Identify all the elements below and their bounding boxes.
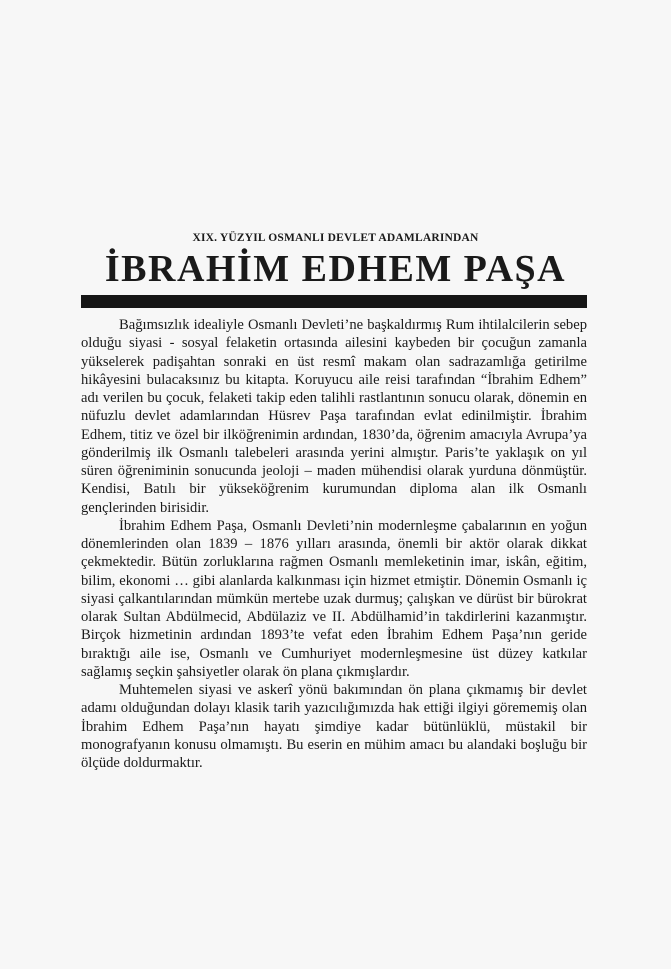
blurb-paragraph-3: Muhtemelen siyasi ve askerî yönü bakımından ön plana çıkmamış bir devlet adamı olduğundan dolayı klasik tarih yazıcılığımızda hak ettiği ilgiyi görememiş olan İbrahim Edhem Paşa’nın hayatı şimdiye kadar bütünlüklü, müstakil bir monografyanın konusu olmamıştı. Bu eserin en mühim amacı bu alandaki boşluğu bir ölçüde doldurmaktır. [81, 682, 587, 771]
blurb-text [81, 316, 587, 772]
series-title: XIX. YÜZYIL OSMANLI DEVLET ADAMLARINDAN [192, 232, 479, 244]
title-underline-bar [81, 295, 587, 308]
blurb-paragraph-2: İbrahim Edhem Paşa, Osmanlı Devleti’nin modernleşme çabalarının en yoğun dönemlerinden olan 1839 – 1876 yılları arasında, önemli bir aktör olarak dikkat çekmektedir. Bütün zorluklarına rağmen Osmanlı memleketinin imar, iskân, eğitim, bilim, ekonomi … gibi alanlarda kalkınması için hizmet etmiştir. Dönemin Osmanlı iç siyasi çalkantılarından mümkün mertebe uzak durmuş; çalışkan ve dürüst bir bürokrat olarak Sultan Abdülmecid, Abdülaziz ve II. Abdülhamid’in takdirlerini kazanmıştır. Birçok hizmetinin ardından 1893’te vefat eden İbrahim Edhem Paşa’nın geride bıraktığı aile ise, Osmanlı ve Cumhuriyet modernleşmesine üst düzey katkılar sağlamış seçkin şahsiyetler olarak ön plana çıkmışlardır. [81, 517, 587, 680]
blurb-paragraph-1: Bağımsızlık idealiyle Osmanlı Devleti’ne başkaldırmış Rum ihtilalcilerin sebep olduğu siyasi - sosyal felaketin ortasında ailesini kaybeden bir çocuğun zamanla yükselerek padişahtan sonraki en üst resmî makam olan sadrazamlığa getirilme hikâyesini bulacaksınız bu kitapta. Koruyucu aile reisi tarafından “İbrahim Edhem” adı verilen bu çocuk, felaketi takip eden talihli rastlantının sonucu olarak, dönemin en nüfuzlu devlet adamlarından Hüsrev Paşa tarafından evlat edinilmiştir. İbrahim Edhem, titiz ve özel bir ilköğrenimin ardından, 1830’da, öğrenim amacıyla Avrupa’ya gönderilmiş ilk Osmanlı talebeleri arasında yerini almıştır. Paris’te yaklaşık on yıl süren öğreniminin sonucunda jeoloji – maden mühendisi olarak yurduna dönmüştür. Kendisi, Batılı bir yükseköğrenim kurumundan diploma alan ilk Osmanlı gençlerinden birisidir. [81, 317, 587, 516]
book-title: İBRAHİM EDHEM PAŞA [104, 248, 567, 290]
